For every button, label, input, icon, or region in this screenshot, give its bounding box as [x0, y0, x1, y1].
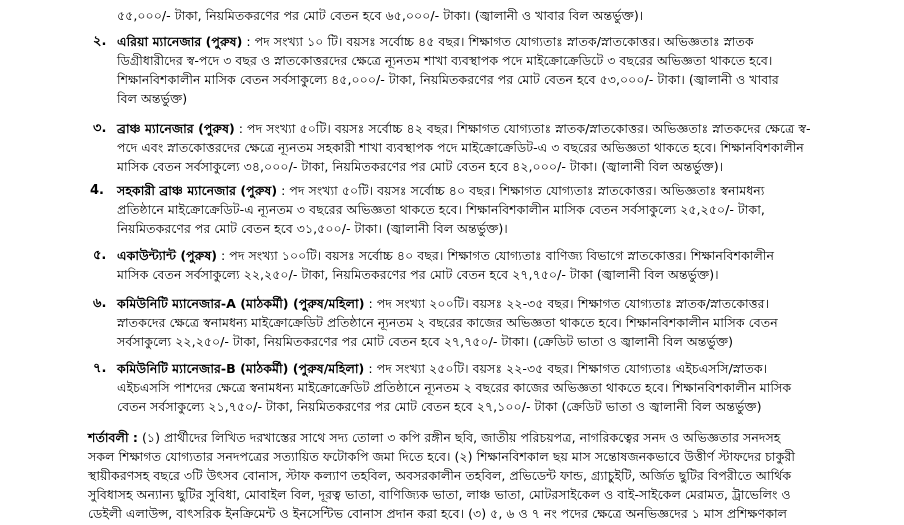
item-2-title: এরিয়া ম্যানেজার (পুরুষ) [117, 34, 243, 49]
item-2-line-2: ডিগ্রীধারীদের স্ব-পদে ৩ বছর ও স্নাতকোত্তরদের ক্ষেত্রে ন্যূনতম শাখা ব্যবস্থাপক পদে মাইক্রোক্রেডিটে ৩ বছরের অভিজ্ঞতা থাকতে হবে। [117, 53, 773, 68]
item-5-text-1: : পদ সংখ্যা ১০০টি। বয়সঃ সর্বোচ্চ ৪০ বছর। শিক্ষাগত যোগ্যতাঃ বাণিজ্য বিভাগে স্নাতকোত্তর। শিক্ষানবিশকালীন [221, 248, 774, 263]
conditions-line-2: সকল শিক্ষাগত যোগ্যতার সনদপত্রের সত্যায়িত ফটোকপি জমা দিতে হবে। (২) শিক্ষানবিশকাল ছয় মাস সন্তোষজনকভাবে উত্তীর্ণ স্টাফদের চাকুরী [88, 449, 795, 464]
item-1-salary-line: ৫৫,০০০/- টাকা, নিয়মিতকরণের পর মোট বেতন হবে ৬৫,০০০/- টাকা। (জ্বালানী ও খাবার বিল অন্তর্ভুক্ত)। [117, 8, 644, 23]
item-3-title: ব্রাঞ্চ ম্যানেজার (পুরুষ) [117, 121, 235, 136]
item-6-line-2: স্নাতকদের ক্ষেত্রে স্বনামধন্য মাইক্রোক্রেডিট প্রতিষ্ঠানে ন্যূনতম ২ বছরের কাজের অভিজ্ঞতা থাকতে হবে। শিক্ষানবিশকালীন মাসিক বেতন [117, 315, 778, 330]
item-2-number: ২. [93, 34, 107, 49]
item-2-line-1 [117, 34, 754, 50]
item-7-line-2: এইচএসসি পাশদের ক্ষেত্রে স্বনামধন্য মাইক্রোক্রেডিট প্রতিষ্ঠানে ন্যূনতম ২ বছরের কাজের অভিজ্ঞতা থাকতে হবে। শিক্ষানবিশকালীন মাসিক [117, 380, 792, 395]
item-4-line-1 [117, 183, 764, 199]
conditions-line-5: ডেইলী এলাউন্স, বাৎসরিক ইনক্রিমেন্ট ও ইনসেন্টিভ বোনাস প্রদান করা হবে। (৩) ৫, ৬ ও ৭ নং পদের ক্ষেত্রে অনভিজ্ঞদের ১ মাস প্রশিক্ষণকাল [88, 506, 788, 521]
item-3-line-2: পদে এবং স্নাতকোত্তরদের ক্ষেত্রে ন্যূনতম সহকারী শাখা ব্যবস্থাপক পদে মাইক্রোক্রেডিট-এ ৩ বছরের অভিজ্ঞতা থাকতে হবে। শিক্ষানবিশকালীন [117, 140, 804, 155]
item-4-line-3: নিয়মিতকরণের পর মোট বেতন হবে ৩১,৫০০/- টাকা। (জ্বালানী বিল অন্তর্ভুক্ত)। [117, 221, 508, 236]
item-2-text-1: : পদ সংখ্যা ১০ টি। বয়সঃ সর্বোচ্চ ৪৫ বছর। শিক্ষাগত যোগ্যতাঃ স্নাতক/স্নাতকোত্তর। অভিজ্ঞতাঃ স্নাতক [246, 34, 754, 49]
item-6-text-1: : পদ সংখ্যা ২০০টি। বয়সঃ ২২-৩৫ বছর। শিক্ষাগত যোগ্যতাঃ স্নাতক/স্নাতকোত্তর। [368, 296, 770, 311]
item-4-line-2: প্রতিষ্ঠানে মাইক্রোক্রেডিট-এ ন্যূনতম ৩ বছরের অভিজ্ঞতা থাকতে হবে। শিক্ষানবিশকালীন মাসিক বেতন সর্বসাকুল্যে ২৫,২৫০/- টাকা, [117, 202, 765, 217]
item-4-number: 4. [90, 183, 104, 198]
item-6-number: ৬. [93, 296, 107, 311]
item-6-title: কমিউনিটি ম্যানেজার-A (মাঠকর্মী) (পুরুষ/মহিলা) [117, 296, 365, 311]
item-4-text-1: : পদ সংখ্যা ৫০টি। বয়সঃ সর্বোচ্চ ৪০ বছর। শিক্ষাগত যোগ্যতাঃ স্নাতকোত্তর। অভিজ্ঞতাঃ স্বনামধন্য [281, 183, 765, 198]
item-2-line-4: বিল অন্তর্ভুক্ত) [117, 91, 188, 106]
item-6-line-1 [117, 296, 769, 312]
item-3-line-1 [117, 121, 811, 137]
item-5-number: ৫. [93, 248, 107, 263]
conditions-text-1: (১) প্রার্থীদের লিখিত দরখাস্তের সাথে সদ্য তোলা ৩ কপি রঙ্গীন ছবি, জাতীয় পরিচয়পত্র, নাগরিকত্বের সনদ ও অভিজ্ঞতার সনদসহ [142, 430, 781, 445]
item-5-title: একাউন্ট্যান্ট (পুরুষ) [117, 248, 218, 263]
item-7-title: কমিউনিটি ম্যানেজার-B (মাঠকর্মী) (পুরুষ/মহিলা) [117, 361, 365, 376]
item-4-title: সহকারী ব্রাঞ্চ ম্যানেজার (পুরুষ) [117, 183, 278, 198]
conditions-line-1 [88, 430, 780, 446]
item-3-number: ৩. [93, 121, 107, 136]
item-7-line-1 [117, 361, 767, 377]
item-5-line-1 [117, 248, 774, 264]
item-6-line-3: সর্বসাকুল্যে ২২,২৫০/- টাকা, নিয়মিতকরণের পর মোট বেতন হবে ২৭,৭৫০/- টাকা। (ক্রেডিট ভাতা ও জ্বালানী বিল অন্তর্ভুক্ত) [117, 334, 733, 349]
item-7-text-1: : পদ সংখ্যা ২৫০টি। বয়সঃ ২২-৩৫ বছর। শিক্ষাগত যোগ্যতাঃ এইচএসসি/স্নাতক। [368, 361, 768, 376]
item-2-line-3: শিক্ষানবিশকালীন মাসিক বেতন সর্বসাকুল্যে ৪৫,০০০/- টাকা, নিয়মিতকরণের পর মোট বেতন হবে ৫৩,০০০/- টাকা। (জ্বালানী ও খাবার [117, 72, 779, 87]
item-3-line-3: মাসিক বেতন সর্বসাকুল্যে ৩৪,০০০/- টাকা, নিয়মিতকরণের পর মোট বেতন হবে ৪২,০০০/- টাকা। (জ্বালানী বিল অন্তর্ভুক্ত)। [117, 159, 724, 174]
conditions-line-4: সুবিধাসহ অন্যান্য ছুটির সুবিধা, মোবাইল বিল, দূরত্ব ভাতা, বাণিজ্যিক ভাতা, লাঞ্চ ভাতা, মোটরসাইকেল ও বাই-সাইকেল মেরামত, ট্রাভেলিং ও [88, 487, 791, 502]
item-7-number: ৭. [93, 361, 107, 376]
conditions-heading: শর্তাবলী : [88, 430, 138, 445]
item-5-line-2: মাসিক বেতন সর্বসাকুল্যে ২২,২৫০/- টাকা, নিয়মিতকরণের পর মোট বেতন হবে ২৭,৭৫০/- টাকা (জ্বালানী বিল অন্তর্ভুক্ত)। [117, 267, 719, 282]
item-7-line-3: বেতন সর্বসাকুল্যে ২১,৭৫০/- টাকা, নিয়মিতকরণের পর মোট বেতন হবে ২৭,১০০/- টাকা (ক্রেডিট ভাতা ও জ্বালানী বিল অন্তর্ভুক্ত) [117, 399, 762, 414]
item-3-text-1: : পদ সংখ্যা ৫০টি। বয়সঃ সর্বোচ্চ ৪২ বছর। শিক্ষাগত যোগ্যতাঃ স্নাতক/স্নাতকোত্তর। অভিজ্ঞতাঃ স্নাতকদের ক্ষেত্রে স্ব- [238, 121, 811, 136]
conditions-line-3: স্থায়ীকরণসহ বছরে ৩টি উৎসব বোনাস, স্টাফ কল্যাণ তহবিল, অবসরকালীন তহবিল, প্রভিডেন্ট ফান্ড, গ্র্যাচুইটি, অর্জিত ছুটির বিপরীতে আর্থিক [88, 468, 792, 483]
